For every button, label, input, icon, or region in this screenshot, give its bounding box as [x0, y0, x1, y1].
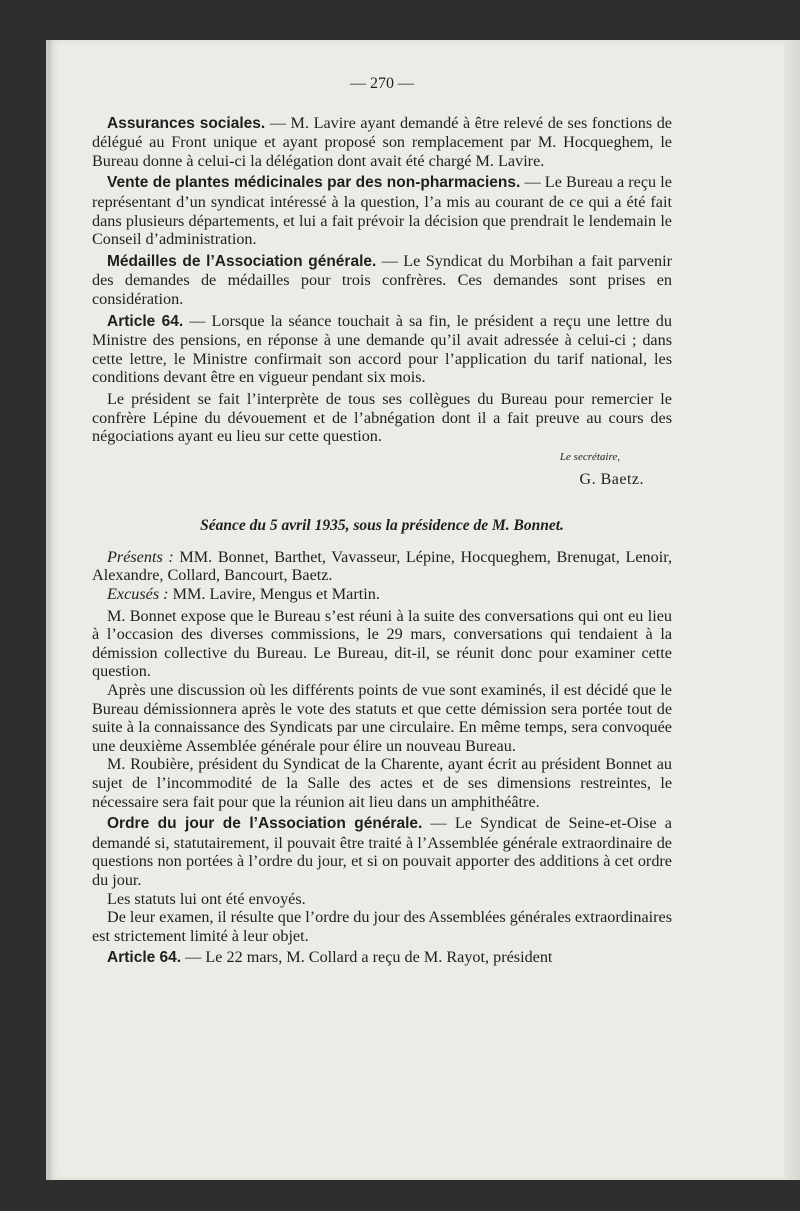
excused-list: MM. Lavire, Mengus et Martin.: [168, 585, 380, 604]
paragraph: [92, 173, 672, 248]
paragraph: [92, 607, 672, 681]
paragraph-heading: Ordre du jour de l’Association générale.: [107, 815, 423, 833]
paragraph-text: Le président se fait l’interprète de tous ses collègues du Bureau pour remercier le confrère Lépine du dévouement et de l’abnégation dont il a fait preuve au cours des négociations ayant eu lieu sur cette question.: [92, 389, 672, 446]
paragraph: [92, 390, 672, 446]
attendance-present: [92, 548, 672, 585]
paragraph-text: M. Bonnet expose que le Bureau s’est réuni à la suite des conversations qui ont eu lieu à l’occasion des diverses commissions, le 29 mars, conversations qui tendaient à la démission collective du Bureau. Le Bureau, dit-il, se réunit donc pour examiner cette question.: [92, 606, 672, 681]
paragraph-text: Les statuts lui ont été envoyés.: [107, 889, 306, 908]
paragraph: [92, 948, 672, 968]
paragraph-heading: Médailles de l’Association générale.: [107, 252, 377, 270]
excused-label: Excusés :: [107, 585, 169, 604]
paragraph: [92, 908, 672, 945]
paragraph-text: — Lorsque la séance touchait à sa fin, le président a reçu une lettre du Ministre des pensions, en réponse à une demande qu’il avait adressée à celui-ci ; dans cette lettre, le Ministre confirmait son accord pour l’application du tarif national, les conditions devant être en vigueur pendant six mois.: [92, 311, 672, 387]
page-edge: [784, 40, 800, 1180]
seance-title: Séance du 5 avril 1935, sous la présidence de M. Bonnet.: [200, 517, 564, 535]
page-number: — 270 —: [350, 75, 414, 92]
paragraph-heading: Article 64.: [107, 312, 184, 330]
paragraph: [92, 755, 672, 811]
signature-name: G. Baetz.: [579, 470, 644, 488]
paragraph-heading: Vente de plantes médicinales par des non-pharmaciens.: [107, 174, 521, 192]
present-label: Présents :: [107, 547, 174, 566]
paragraph-text: — Le Syndicat du Morbihan a fait parvenir des demandes de médailles pour trois confrères. Ces demandes sont prises en considération.: [92, 251, 672, 308]
paragraph-text: — M. Lavire ayant demandé à être relevé de ses fonctions de délégué au Front unique et ayant proposé son remplacement par M. Hocqueghem, le Bureau donne à celui-ci la délégation dont avait été chargé M. Lavire.: [92, 113, 672, 170]
page-content: [92, 75, 672, 968]
paragraph-text: — Le Syndicat de Seine-et-Oise a demandé si, statutairement, il pouvait être traité à l’Assemblée générale extraordinaire de questions non portées à l’ordre du jour, et si on pouvait apporter des additions à cet ordre du jour.: [92, 814, 672, 889]
paragraph-heading: Assurances sociales.: [107, 114, 266, 132]
paragraph-text: De leur examen, il résulte que l’ordre du jour des Assemblées générales extraordinaires est strictement limité à leur objet.: [92, 908, 673, 945]
attendance-excused: [92, 585, 672, 604]
paragraph-text: Après une discussion où les différents points de vue sont examinés, il est décidé que le Bureau démissionnera après le vote des statuts et que cette démission sera portée tout de suite à la connaissance des Syndicats par une circulaire. En même temps, sera convoquée une deuxième Assemblée générale pour élire un nouveau Bureau.: [92, 681, 672, 755]
paragraph: [92, 890, 672, 909]
present-list: MM. Bonnet, Barthet, Vavasseur, Lépine, Hocqueghem, Brenugat, Lenoir, Alexandre, Collard, Bancourt, Baetz.: [92, 547, 673, 585]
section-seance-minutes: [92, 607, 672, 968]
section-bureau-minutes: [92, 114, 672, 446]
paragraph-text: M. Roubière, président du Syndicat de la Charente, ayant écrit au président Bonnet au sujet de l’incommodité de la Salle des actes et de ses dimensions restreintes, le nécessaire sera fait pour que la réunion ait lieu dans un amphithéâtre.: [92, 755, 672, 811]
paragraph: [92, 681, 672, 755]
paragraph: [92, 814, 672, 889]
paragraph: [92, 252, 672, 309]
paragraph-heading: Article 64.: [107, 949, 182, 967]
paragraph-text: — Le 22 mars, M. Collard a reçu de M. Rayot, président: [181, 948, 553, 967]
signature-title: Le secrétaire,: [559, 450, 620, 463]
paragraph-text: — Le Bureau a reçu le représentant d’un syndicat intéressé à la question, l’a mis au courant de ce qui a été fait dans plusieurs départements, et lui a fait prévoir la décision que prendrait le lendemain le Conseil d’administration.: [92, 173, 672, 249]
paragraph: [92, 312, 672, 387]
paragraph: [92, 114, 672, 171]
